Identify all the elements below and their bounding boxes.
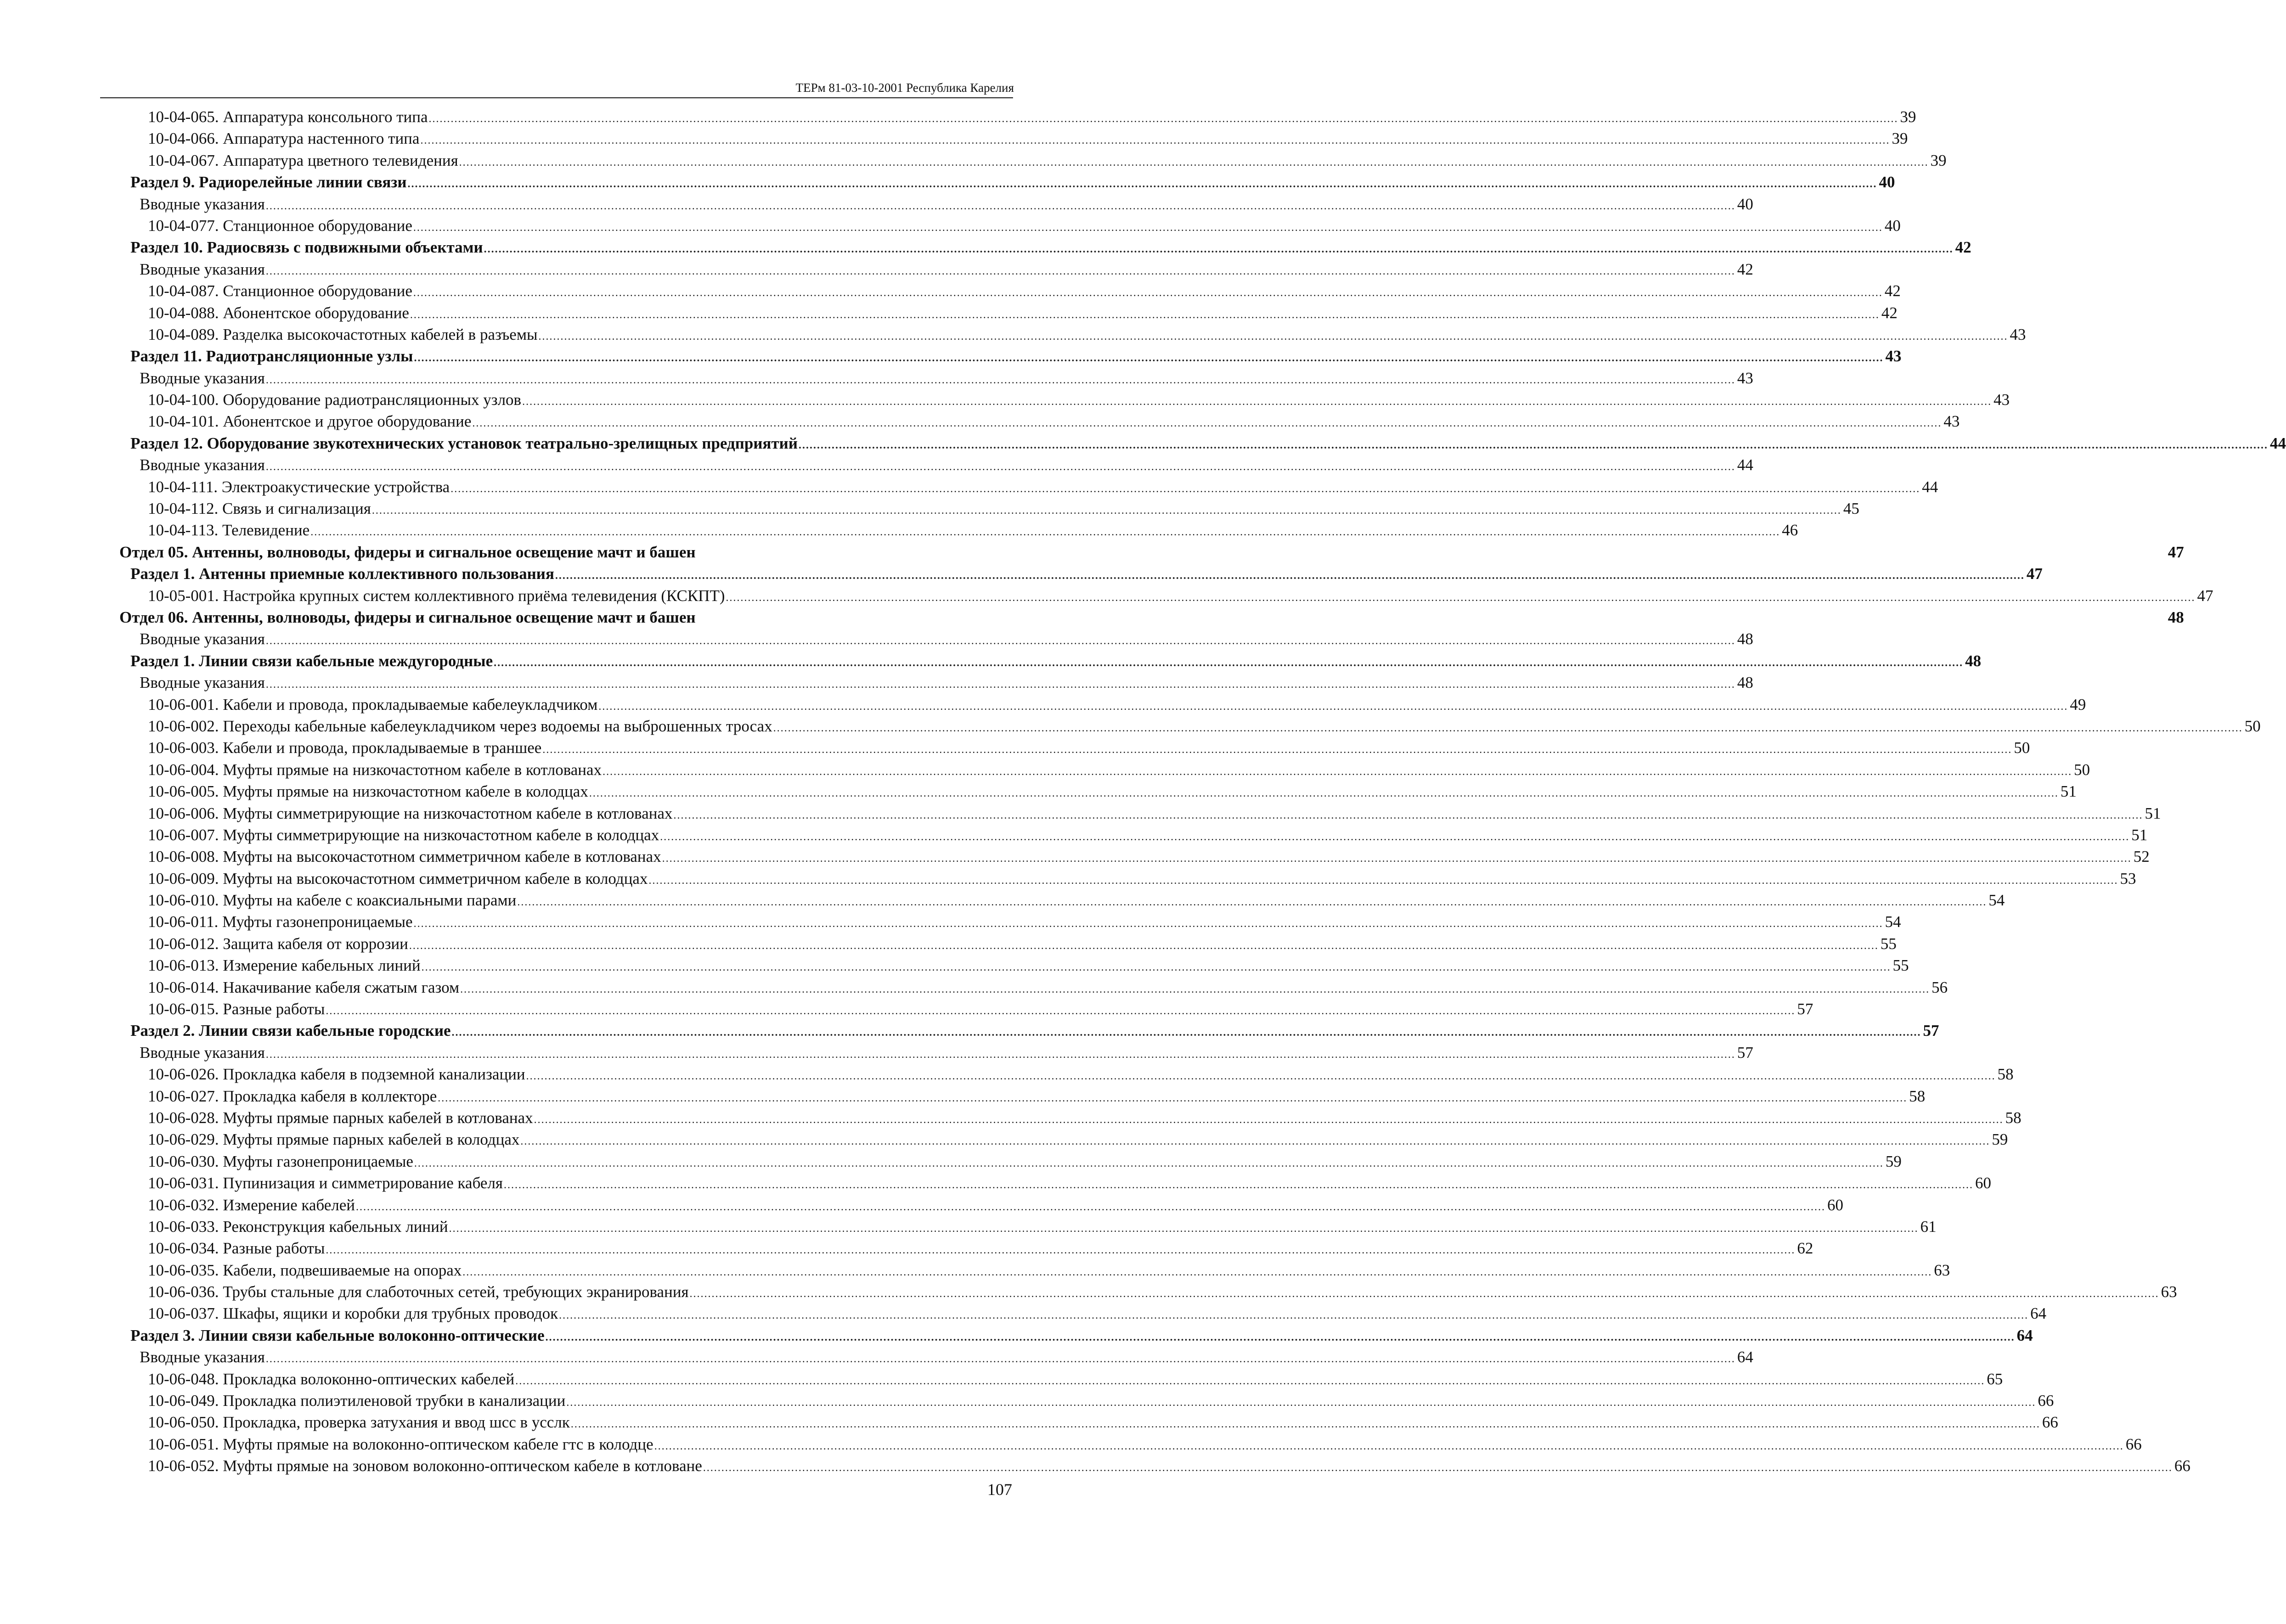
toc-entry-title: Раздел 9. Радиорелейные линии связи [130, 173, 407, 191]
toc-entry [119, 889, 2005, 911]
toc-entry-page: 64 [2030, 1304, 2047, 1323]
dot-leader: ................................................................................................................................................................................................................................................................................................................................................................................................................ [472, 417, 1942, 430]
toc-entry [119, 933, 1897, 955]
dot-leader: ................................................................................................................................................................................................................................................................................................................................................................................................................ [428, 113, 1898, 125]
toc-entry [119, 694, 2086, 715]
toc-entry-page: 42 [1955, 238, 1971, 257]
toc-entry-title: 10-06-003. Кабели и провода, прокладываемые в траншее [148, 739, 542, 757]
toc-entry-title: 10-06-012. Защита кабеля от коррозии [148, 934, 408, 953]
toc-entry [119, 302, 1897, 324]
toc-entry-title: Вводные указания [140, 456, 265, 474]
dot-leader: ................................................................................................................................................................................................................................................................................................................................................................................................................ [555, 570, 2025, 582]
toc-entry [119, 150, 1947, 171]
dot-leader: ................................................................................................................................................................................................................................................................................................................................................................................................................ [265, 679, 1735, 691]
toc-entry-page: 39 [1892, 129, 1908, 148]
toc-entry-title: 10-04-112. Связь и сигнализация [148, 500, 371, 518]
dot-leader: ................................................................................................................................................................................................................................................................................................................................................................................................................ [538, 330, 2008, 343]
toc-entry [119, 1237, 1813, 1259]
dot-leader: ................................................................................................................................................................................................................................................................................................................................................................................................................ [504, 1179, 1974, 1191]
toc-entry [119, 1107, 2021, 1129]
toc-entry [119, 955, 1909, 976]
toc-entry-page: 51 [2131, 826, 2148, 844]
toc-entry-page: 43 [1737, 369, 1753, 387]
toc-entry-title: 10-06-008. Муфты на высокочастотном симметричном кабеле в котлованах [148, 848, 661, 866]
toc-entry-page: 44 [1737, 456, 1753, 474]
toc-entry-page: 59 [1885, 1152, 1902, 1170]
dot-leader: ................................................................................................................................................................................................................................................................................................................................................................................................................ [265, 265, 1735, 277]
dot-leader: ................................................................................................................................................................................................................................................................................................................................................................................................................ [459, 156, 1929, 169]
toc-entry-page: 64 [1737, 1348, 1753, 1366]
toc-entry-page: 57 [1797, 1000, 1813, 1018]
dot-leader: ................................................................................................................................................................................................................................................................................................................................................................................................................ [451, 1027, 1921, 1039]
toc-entry-page: 49 [2070, 695, 2086, 714]
toc-entry-title: 10-06-015. Разные работы [148, 1000, 325, 1018]
dot-leader: ................................................................................................................................................................................................................................................................................................................................................................................................................ [648, 874, 2118, 887]
dot-leader: ................................................................................................................................................................................................................................................................................................................................................................................................................ [542, 744, 2012, 756]
dot-leader: ................................................................................................................................................................................................................................................................................................................................................................................................................ [460, 983, 1930, 995]
toc-entry-title: 10-04-089. Разделка высокочастотных кабелей в разъемы [148, 325, 538, 343]
dot-leader: ................................................................................................................................................................................................................................................................................................................................................................................................................ [265, 635, 1735, 647]
toc-entry [119, 367, 1753, 389]
toc-entry-page: 39 [1900, 108, 1916, 126]
toc-entry-page: 50 [2074, 760, 2090, 779]
dot-leader: ................................................................................................................................................................................................................................................................................................................................................................................................................ [602, 765, 2072, 778]
dot-leader: ................................................................................................................................................................................................................................................................................................................................................................................................................ [407, 178, 1877, 191]
toc-entry-title: Раздел 1. Антенны приемные коллективного пользования [130, 565, 554, 583]
toc-entry-page: 58 [1997, 1065, 2014, 1084]
toc-entry-page: 42 [1737, 260, 1753, 278]
toc-entry-title: Раздел 10. Радиосвязь с подвижными объектами [130, 238, 483, 257]
toc-entry [119, 410, 1960, 432]
toc-entry [119, 607, 2184, 628]
toc-entry-title: 10-04-101. Абонентское и другое оборудование [148, 412, 472, 431]
toc-entry [119, 803, 2161, 824]
dot-leader: ................................................................................................................................................................................................................................................................................................................................................................................................................ [660, 831, 2130, 843]
toc-entry-page: 48 [1965, 652, 1982, 670]
toc-entry [119, 1346, 1753, 1368]
toc-entry-title: 10-06-014. Накачивание кабеля сжатым газом [148, 978, 460, 996]
toc-entry-page: 43 [1943, 412, 1960, 431]
dot-leader: ................................................................................................................................................................................................................................................................................................................................................................................................................ [449, 1222, 1919, 1235]
header-rule [100, 97, 1013, 98]
dot-leader: ................................................................................................................................................................................................................................................................................................................................................................................................................ [545, 1331, 2015, 1343]
toc-entry [119, 781, 2077, 802]
dot-leader: ................................................................................................................................................................................................................................................................................................................................................................................................................ [673, 809, 2143, 821]
toc-entry [119, 1368, 2003, 1390]
dot-leader: ................................................................................................................................................................................................................................................................................................................................................................................................................ [703, 1462, 2173, 1474]
toc-entry-title: 10-06-001. Кабели и провода, прокладываемые кабелеукладчиком [148, 695, 598, 714]
dot-leader: ................................................................................................................................................................................................................................................................................................................................................................................................................ [589, 787, 2059, 800]
dot-leader: ................................................................................................................................................................................................................................................................................................................................................................................................................ [356, 1201, 1826, 1213]
toc-entry [119, 868, 2136, 889]
toc-entry [119, 977, 1948, 998]
toc-entry-page: 66 [2042, 1413, 2058, 1432]
toc-entry-page: 48 [1737, 674, 1753, 692]
toc-entry-title: 10-04-067. Аппаратура цветного телевидения [148, 151, 458, 169]
toc-entry-title: 10-06-027. Прокладка кабеля в коллекторе [148, 1087, 437, 1105]
toc-entry-title: 10-06-029. Муфты прямые парных кабелей в колодцах [148, 1130, 520, 1149]
toc-entry [119, 1194, 1844, 1216]
toc-entry-page: 55 [1892, 956, 1909, 975]
toc-entry [119, 1411, 2058, 1433]
toc-entry-title: 10-04-087. Станционное оборудование [148, 282, 412, 300]
toc-entry [119, 1085, 1926, 1107]
toc-entry [119, 389, 2010, 410]
toc-entry-title: 10-06-033. Реконструкция кабельных линий [148, 1217, 448, 1236]
toc-entry [119, 1433, 2142, 1455]
dot-leader: ................................................................................................................................................................................................................................................................................................................................................................................................................ [598, 700, 2068, 713]
toc-entry-title: 10-06-051. Муфты прямые на волоконно-оптическом кабеле гтс в колодце [148, 1435, 653, 1453]
toc-entry [119, 759, 2090, 781]
toc-entry-title: 10-04-077. Станционное оборудование [148, 216, 412, 235]
toc-entry-page: 55 [1880, 934, 1897, 953]
toc-entry [119, 433, 2286, 454]
toc-entry-title: 10-06-004. Муфты прямые на низкочастотном кабеле в котлованах [148, 760, 602, 779]
toc-entry [119, 824, 2148, 846]
toc-entry-page: 62 [1797, 1239, 1813, 1258]
toc-entry-title: Раздел 11. Радиотрансляционные узлы [130, 347, 413, 365]
dot-leader: ................................................................................................................................................................................................................................................................................................................................................................................................................ [414, 352, 1884, 365]
dot-leader: ................................................................................................................................................................................................................................................................................................................................................................................................................ [413, 918, 1883, 930]
toc-entry [119, 128, 1908, 149]
toc-entry-page: 56 [1931, 978, 1948, 996]
toc-entry-page: 60 [1975, 1174, 1992, 1192]
toc-entry-title: 10-05-001. Настройка крупных систем коллективного приёма телевидения (КСКПТ) [148, 586, 725, 605]
toc-entry [119, 1216, 1937, 1237]
running-header: ТЕРм 81-03-10-2001 Республика Карелия [795, 81, 1014, 95]
dot-leader: ................................................................................................................................................................................................................................................................................................................................................................................................................ [410, 309, 1880, 321]
toc-entry [119, 193, 1753, 215]
toc-entry-page: 66 [2038, 1392, 2054, 1410]
toc-entry [119, 236, 1971, 258]
table-of-contents [119, 106, 2286, 1477]
toc-entry-page: 51 [2145, 804, 2161, 822]
dot-leader: ................................................................................................................................................................................................................................................................................................................................................................................................................ [310, 526, 1780, 539]
toc-entry-page: 64 [2016, 1326, 2033, 1344]
toc-entry [119, 1259, 1950, 1281]
toc-entry-page: 66 [2125, 1435, 2142, 1453]
dot-leader: ................................................................................................................................................................................................................................................................................................................................................................................................................ [326, 1244, 1796, 1257]
toc-entry [119, 541, 2184, 563]
toc-entry-title: 10-06-005. Муфты прямые на низкочастотном кабеле в колодцах [148, 782, 588, 801]
dot-leader: ................................................................................................................................................................................................................................................................................................................................................................................................................ [773, 722, 2243, 734]
toc-entry-page: 47 [2026, 565, 2043, 583]
dot-leader: ................................................................................................................................................................................................................................................................................................................................................................................................................ [326, 1005, 1796, 1017]
toc-entry-page: 58 [1909, 1087, 1926, 1105]
toc-entry-page: 54 [1988, 891, 2005, 910]
toc-entry-title: 10-04-113. Телевидение [148, 521, 310, 539]
dot-leader: ................................................................................................................................................................................................................................................................................................................................................................................................................ [409, 939, 1879, 952]
toc-entry-page: 63 [1934, 1261, 1950, 1279]
toc-entry-page: 44 [2270, 434, 2286, 452]
toc-entry [119, 345, 1902, 367]
toc-entry [119, 1325, 2033, 1346]
toc-entry-page: 48 [1737, 630, 1753, 648]
toc-entry-page: 46 [1782, 521, 1798, 539]
toc-entry-page: 57 [1923, 1022, 1939, 1040]
toc-entry-title: Вводные указания [140, 674, 265, 692]
dot-leader: ................................................................................................................................................................................................................................................................................................................................................................................................................ [438, 1092, 1908, 1104]
toc-entry [119, 715, 2261, 737]
toc-entry-title: Вводные указания [140, 1348, 265, 1366]
toc-entry-title: Вводные указания [140, 630, 265, 648]
toc-entry-page: 53 [2120, 869, 2136, 888]
toc-entry-page: 40 [1737, 195, 1753, 213]
dot-leader: ................................................................................................................................................................................................................................................................................................................................................................................................................ [420, 135, 1890, 147]
toc-entry-title: 10-06-052. Муфты прямые на зоновом волоконно-оптическом кабеле в котловане [148, 1457, 702, 1475]
toc-entry-title: 10-06-028. Муфты прямые парных кабелей в котлованах [148, 1108, 533, 1127]
toc-entry [119, 1172, 1992, 1194]
toc-entry-title: Отдел 06. Антенны, волноводы, фидеры и сигнальное освещение мачт и башен [119, 608, 696, 626]
toc-entry [119, 171, 1895, 193]
dot-leader: ................................................................................................................................................................................................................................................................................................................................................................................................................ [517, 896, 1987, 909]
toc-entry-title: Вводные указания [140, 195, 265, 213]
toc-entry-title: 10-06-009. Муфты на высокочастотном симметричном кабеле в колодцах [148, 869, 648, 888]
toc-entry-page: 59 [1992, 1130, 2008, 1149]
toc-entry-page: 65 [1987, 1370, 2003, 1388]
toc-entry [119, 1281, 2177, 1303]
toc-entry-title: Отдел 05. Антенны, волноводы, фидеры и сигнальное освещение мачт и башен [119, 543, 696, 561]
toc-entry-page: 52 [2133, 848, 2150, 866]
toc-entry-title: 10-04-066. Аппаратура настенного типа [148, 129, 420, 148]
toc-entry-page: 44 [1922, 478, 1938, 496]
dot-leader: ................................................................................................................................................................................................................................................................................................................................................................................................................ [566, 1397, 2036, 1409]
toc-entry-page: 40 [1879, 173, 1895, 191]
toc-entry [119, 1455, 2190, 1477]
dot-leader: ................................................................................................................................................................................................................................................................................................................................................................................................................ [526, 1070, 1996, 1083]
toc-entry-title: Вводные указания [140, 369, 265, 387]
dot-leader: ................................................................................................................................................................................................................................................................................................................................................................................................................ [414, 1157, 1884, 1169]
toc-entry [119, 1042, 1753, 1063]
toc-entry [119, 498, 1859, 519]
toc-entry [119, 324, 2026, 345]
toc-entry [119, 258, 1753, 280]
dot-leader: ................................................................................................................................................................................................................................................................................................................................................................................................................ [265, 374, 1735, 386]
toc-entry-title: 10-04-088. Абонентское оборудование [148, 303, 409, 322]
toc-entry-title: Раздел 1. Линии связи кабельные междугородные [130, 652, 493, 670]
dot-leader: ................................................................................................................................................................................................................................................................................................................................................................................................................ [372, 505, 1841, 517]
toc-entry-title: 10-06-006. Муфты симметрирующие на низкочастотном кабеле в котлованах [148, 804, 673, 822]
dot-leader: ................................................................................................................................................................................................................................................................................................................................................................................................................ [462, 1266, 1932, 1278]
toc-entry-page: 50 [2244, 717, 2261, 735]
toc-entry [119, 1303, 2047, 1324]
toc-entry-title: 10-04-100. Оборудование радиотрансляционных узлов [148, 391, 522, 409]
toc-entry [119, 519, 1798, 541]
toc-entry [119, 1129, 2008, 1150]
toc-entry-page: 66 [2174, 1457, 2190, 1475]
toc-entry-title: Раздел 2. Линии связи кабельные городские [130, 1022, 451, 1040]
toc-entry-page: 54 [1885, 913, 1901, 931]
dot-leader: ................................................................................................................................................................................................................................................................................................................................................................................................................ [520, 1135, 1990, 1148]
dot-leader: ................................................................................................................................................................................................................................................................................................................................................................................................................ [559, 1309, 2029, 1322]
toc-entry [119, 628, 1753, 650]
toc-entry-page: 45 [1843, 500, 1859, 518]
toc-entry-title: 10-06-010. Муфты на кабеле с коаксиальными парами [148, 891, 517, 910]
dot-leader: ................................................................................................................................................................................................................................................................................................................................................................................................................ [570, 1418, 2040, 1431]
toc-entry [119, 585, 2213, 607]
dot-leader: ................................................................................................................................................................................................................................................................................................................................................................................................................ [799, 439, 2268, 451]
toc-entry-title: 10-06-035. Кабели, подвешиваемые на опорах [148, 1261, 462, 1279]
dot-leader: ................................................................................................................................................................................................................................................................................................................................................................................................................ [662, 853, 2132, 865]
toc-entry-title: 10-06-002. Переходы кабельные кабелеукладчиком через водоемы на выброшенных тросах [148, 717, 772, 735]
dot-leader: ................................................................................................................................................................................................................................................................................................................................................................................................................ [534, 1113, 2004, 1126]
toc-entry [119, 650, 1982, 672]
dot-leader: ................................................................................................................................................................................................................................................................................................................................................................................................................ [265, 1353, 1735, 1366]
toc-entry-page: 50 [2014, 739, 2030, 757]
toc-entry-page: 60 [1827, 1196, 1844, 1214]
dot-leader: ................................................................................................................................................................................................................................................................................................................................................................................................................ [515, 1375, 1985, 1387]
dot-leader: ................................................................................................................................................................................................................................................................................................................................................................................................................ [450, 483, 1920, 495]
dot-leader: ................................................................................................................................................................................................................................................................................................................................................................................................................ [484, 243, 1954, 256]
toc-entry [119, 1390, 2054, 1411]
dot-leader: ................................................................................................................................................................................................................................................................................................................................................................................................................ [265, 461, 1735, 473]
toc-entry-title: Раздел 12. Оборудование звукотехнических установок театрально-зрелищных предприятий [130, 434, 798, 452]
toc-entry-title: 10-06-034. Разные работы [148, 1239, 325, 1258]
toc-entry-title: 10-06-030. Муфты газонепроницаемые [148, 1152, 413, 1170]
toc-entry-page: 43 [1993, 391, 2010, 409]
toc-entry-title: 10-06-050. Прокладка, проверка затухания и ввод шсс в усслк [148, 1413, 570, 1432]
toc-entry [119, 1151, 1902, 1172]
toc-entry-title: 10-06-026. Прокладка кабеля в подземной канализации [148, 1065, 525, 1084]
toc-entry [119, 1020, 1939, 1041]
toc-entry-title: 10-06-049. Прокладка полиэтиленовой трубки в канализации [148, 1392, 566, 1410]
toc-entry-page: 39 [1930, 151, 1947, 169]
toc-entry-page: 43 [1885, 347, 1902, 365]
toc-entry [119, 1063, 2014, 1085]
toc-entry-title: Вводные указания [140, 1043, 265, 1062]
toc-entry [119, 106, 1916, 128]
toc-entry-title: Раздел 3. Линии связи кабельные волоконно-оптические [130, 1326, 545, 1344]
toc-entry [119, 998, 1813, 1020]
toc-entry [119, 563, 2043, 584]
toc-entry [119, 454, 1753, 476]
toc-entry-title: 10-04-111. Электроакустические устройства [148, 478, 450, 496]
toc-entry-title: 10-06-048. Прокладка волоконно-оптических кабелей [148, 1370, 515, 1388]
toc-entry [119, 215, 1901, 236]
toc-entry [119, 476, 1938, 498]
page-number: 107 [987, 1480, 1012, 1499]
toc-entry-title: 10-06-037. Шкафы, ящики и коробки для трубных проводок [148, 1304, 558, 1323]
toc-entry [119, 280, 1901, 302]
toc-entry-page: 48 [2168, 608, 2184, 626]
toc-entry-title: 10-04-065. Аппаратура консольного типа [148, 108, 428, 126]
dot-leader: ................................................................................................................................................................................................................................................................................................................................................................................................................ [689, 1288, 2159, 1300]
toc-entry-page: 42 [1884, 282, 1901, 300]
toc-entry [119, 737, 2030, 759]
toc-entry-title: 10-06-013. Измерение кабельных линий [148, 956, 421, 975]
toc-entry-page: 51 [2060, 782, 2077, 801]
dot-leader: ................................................................................................................................................................................................................................................................................................................................................................................................................ [494, 657, 1964, 669]
dot-leader: ................................................................................................................................................................................................................................................................................................................................................................................................................ [726, 591, 2196, 604]
toc-entry-page: 40 [1884, 216, 1901, 235]
toc-entry-title: 10-06-011. Муфты газонепроницаемые [148, 913, 413, 931]
toc-entry-page: 63 [2161, 1283, 2177, 1301]
toc-entry-title: 10-06-036. Трубы стальные для слаботочных сетей, требующих экранирования [148, 1283, 689, 1301]
dot-leader: ................................................................................................................................................................................................................................................................................................................................................................................................................ [413, 221, 1883, 234]
toc-entry-page: 47 [2168, 543, 2184, 561]
toc-entry-title: 10-06-032. Измерение кабелей [148, 1196, 355, 1214]
dot-leader: ................................................................................................................................................................................................................................................................................................................................................................................................................ [265, 1048, 1735, 1061]
toc-entry-page: 43 [2010, 325, 2026, 343]
toc-entry-page: 47 [2197, 586, 2213, 605]
dot-leader: ................................................................................................................................................................................................................................................................................................................................................................................................................ [421, 961, 1891, 974]
toc-entry-page: 57 [1737, 1043, 1753, 1062]
dot-leader: ................................................................................................................................................................................................................................................................................................................................................................................................................ [654, 1440, 2124, 1452]
toc-entry-page: 42 [1881, 303, 1897, 322]
toc-entry-title: 10-06-031. Пупинизация и симметрирование кабеля [148, 1174, 503, 1192]
toc-entry-page: 61 [1920, 1217, 1937, 1236]
toc-entry-title: 10-06-007. Муфты симметрирующие на низкочастотном кабеле в колодцах [148, 826, 659, 844]
toc-entry [119, 911, 1901, 933]
dot-leader: ................................................................................................................................................................................................................................................................................................................................................................................................................ [522, 396, 1992, 408]
dot-leader: ................................................................................................................................................................................................................................................................................................................................................................................................................ [413, 287, 1883, 299]
toc-entry [119, 672, 1753, 693]
toc-entry [119, 846, 2150, 867]
toc-entry-page: 58 [2005, 1108, 2021, 1127]
dot-leader: ................................................................................................................................................................................................................................................................................................................................................................................................................ [265, 200, 1735, 212]
toc-entry-title: Вводные указания [140, 260, 265, 278]
